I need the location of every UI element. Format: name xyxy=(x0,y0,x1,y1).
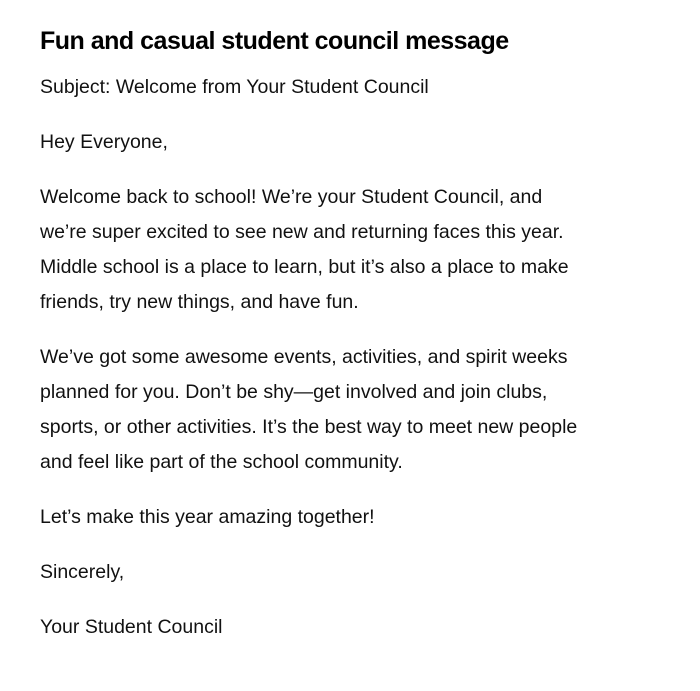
text-line: and feel like part of the school community. xyxy=(40,451,403,473)
text-line: We’ve got some awesome events, activities, and spirit weeks xyxy=(40,346,568,368)
signoff: Sincerely, xyxy=(40,561,125,583)
document-title: Fun and casual student council message xyxy=(40,27,509,55)
text-line: Middle school is a place to learn, but it’s also a place to make xyxy=(40,256,569,278)
greeting: Hey Everyone, xyxy=(40,131,168,153)
text-line: planned for you. Don’t be shy—get involved and join clubs, xyxy=(40,381,548,403)
document xyxy=(40,24,577,665)
closing-line: Let’s make this year amazing together! xyxy=(40,506,375,528)
paragraph-welcome xyxy=(40,180,577,320)
text-line: we’re super excited to see new and returning faces this year. xyxy=(40,221,564,243)
text-line: friends, try new things, and have fun. xyxy=(40,291,359,313)
text-line: sports, or other activities. It’s the best way to meet new people xyxy=(40,416,578,438)
paragraph-events xyxy=(40,340,577,480)
text-line: Welcome back to school! We’re your Student Council, and xyxy=(40,186,543,208)
subject-line: Subject: Welcome from Your Student Council xyxy=(40,76,429,98)
signature: Your Student Council xyxy=(40,616,223,638)
